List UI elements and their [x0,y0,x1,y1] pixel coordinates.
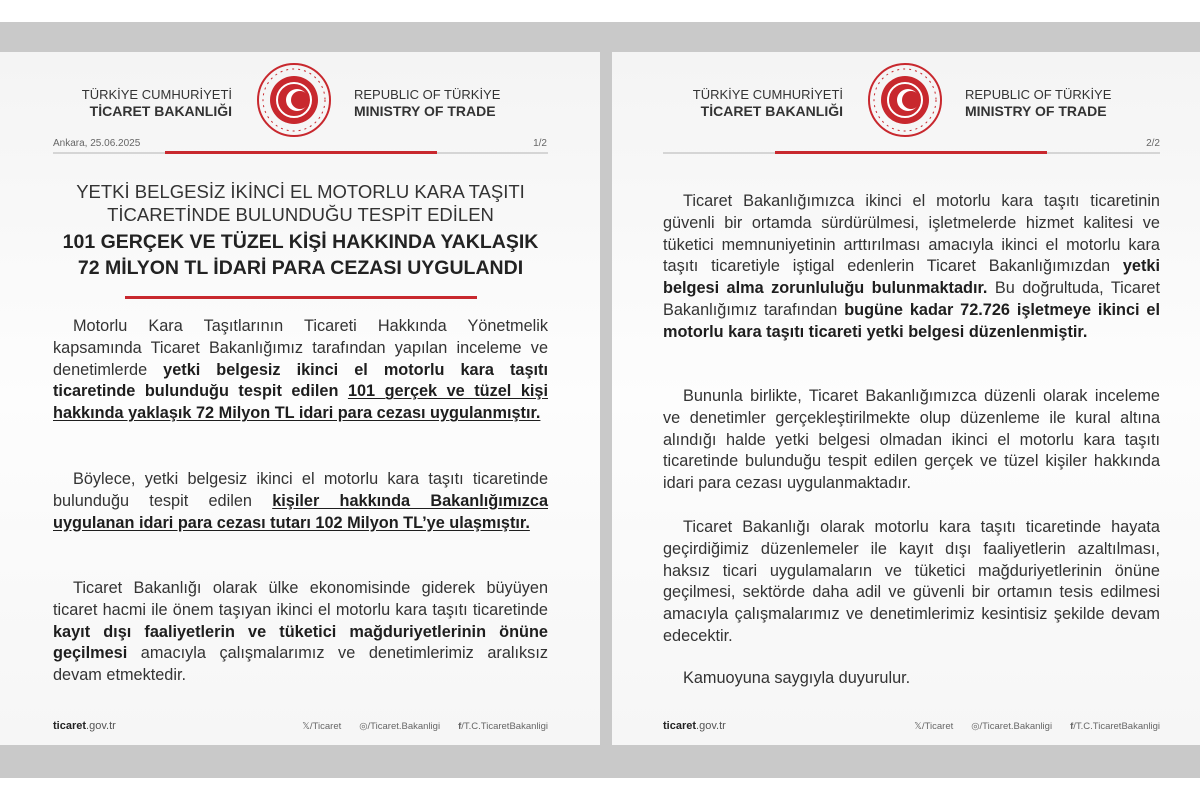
header-tr-line2: TİCARET BAKANLIĞI [89,103,232,119]
bold-underlined-text: 101 gerçek ve tüzel kişi hakkında yaklaşık 72 Milyon TL idari para cezası uygulanmıştır. [53,382,548,423]
paragraph [53,578,548,687]
header-tr-line1: TÜRKİYE CUMHURİYETİ [692,87,843,102]
header-tr-line1: TÜRKİYE CUMHURİYETİ [81,87,232,102]
header-red-rule [165,151,437,154]
page-2 [612,52,1200,745]
facebook-link[interactable]: f/T.C.TicaretBakanligi [1070,721,1160,732]
page-gap [600,52,612,745]
website-link[interactable]: ticaret.gov.tr [663,720,726,732]
title-line: TİCARETİNDE BULUNDUĞU TESPİT EDİLEN [107,204,494,225]
ministry-seal-logo [867,62,943,138]
page-number: 2/2 [1146,138,1160,149]
text: Ticaret Bakanlığımızca ikinci el motorlu kara taşıtı ticaretinin güvenli bir ortamda sürdürülmesi, işletmelerde hizmet kalitesi ve tüketici memnuniyetinin arttırılması amacıyla ikinci el motorlu kara taşıtı ticaretiyle iştigal edenlerin Ticaret Bakanlığımızdan [663,192,1160,276]
page-1 [0,52,600,745]
date: Ankara, 25.06.2025 [53,138,141,149]
x-icon: 𝕏 [914,721,922,732]
x-link[interactable]: 𝕏/Ticaret [302,721,342,732]
text: Motorlu Kara Taşıtlarının Ticareti Hakkında Yönetmelik kapsamında Ticaret Bakanlığımız tarafından yapılan inceleme ve denetimlerde [53,317,548,379]
header-tr-line2: TİCARET BAKANLIĞI [700,103,843,119]
x-link[interactable]: 𝕏/Ticaret [914,721,954,732]
text: Ticaret Bakanlığı olarak ülke ekonomisinde giderek büyüyen ticaret hacmi ile önem taşıyan ikinci el motorlu kara taşıtı ticaretinde [53,579,548,619]
bold-text: bugüne kadar 72.726 işletmeye ikinci el motorlu kara taşıtı ticareti yetki belgesi düzenlenmiştir. [663,300,1160,341]
website-link[interactable]: ticaret.gov.tr [53,720,116,732]
ministry-seal-logo [256,62,332,138]
page-number: 1/2 [533,138,547,149]
instagram-link[interactable]: ◎/Ticaret.Bakanligi [971,721,1053,732]
paragraph: Bununla birlikte, Ticaret Bakanlığımızca düzenli olarak inceleme ve denetimler gerçekleştirilmekte olup düzenleme ile kural altına alındığı halde yetki belgesi olmadan ikinci el motorlu kara taşıtı ticaretinde bulunduğu tespit edilen gerçek ve tüzel kişiler hakkında idari para cezası uygulanmaktadır. [663,387,1160,493]
title-line: YETKİ BELGESİZ İKİNCİ EL MOTORLU KARA TAŞITI [76,181,525,202]
title-line: 72 MİLYON TL İDARİ PARA CEZASI UYGULANDI [77,257,524,279]
header-turkish [693,87,843,120]
header-en-line2: MINISTRY OF TRADE [354,103,496,119]
bold-underlined-text: kişiler hakkında Bakanlığımızca uygulanan idari para cezası tutarı 102 Milyon TL’ye ulaşmıştır. [53,491,548,532]
header-english [965,87,1111,120]
header-en-line1: REPUBLIC OF TÜRKİYE [354,87,501,102]
paragraph [663,191,1160,344]
paragraph [53,316,548,425]
header-en-line2: MINISTRY OF TRADE [965,103,1107,119]
facebook-icon: f [1070,721,1074,732]
title-red-rule [125,296,477,299]
facebook-link[interactable]: f/T.C.TicaretBakanligi [458,721,548,732]
x-icon: 𝕏 [302,721,310,732]
text: Böylece, yetki belgesiz ikinci el motorlu kara taşıtı ticaretinde bulunduğu tespit edilen [53,470,548,510]
text: Bu doğrultuda, Ticaret Bakanlığımız tarafından [663,279,1160,319]
facebook-icon: f [458,721,462,732]
bold-text: yetki belgesi alma zorunluluğu bulunmaktadır. [663,257,1160,298]
instagram-link[interactable]: ◎/Ticaret.Bakanligi [359,721,441,732]
bold-text: yetki belgesiz ikinci el motorlu kara taşıtı ticaretinde bulunduğu tespit edilen [53,360,548,401]
page-title [53,180,548,281]
title-line: 101 GERÇEK VE TÜZEL KİŞİ HAKKINDA YAKLAŞIK [62,231,539,253]
social-links [914,721,1160,732]
header-en-line1: REPUBLIC OF TÜRKİYE [965,87,1112,102]
top-band [0,22,1200,52]
paragraph: Ticaret Bakanlığı olarak motorlu kara taşıtı ticaretinde hayata geçirdiğimiz düzenlemeler ile kayıt dışı faaliyetlerin azaltılması, haksız ticari uygulamaların ve tüketici mağduriyetlerinin önüne geçilmesi, sektörde daha adil ve güvenli bir ortamın tesis edilmesi amacıyla çalışmalarımız ve denetimlerimiz kesintisiz şekilde devam edecektir. [663,518,1160,645]
text: amacıyla çalışmalarımız ve denetimlerimiz aralıksız devam etmektedir. [53,644,548,685]
header-english [354,87,500,120]
header-red-rule [775,151,1047,154]
header-turkish [82,87,232,120]
paragraph [53,469,548,534]
social-links [302,721,548,732]
bottom-band [0,745,1200,778]
instagram-icon: ◎ [971,721,980,732]
instagram-icon: ◎ [359,721,368,732]
bold-text: kayıt dışı faaliyetlerin ve tüketici mağduriyetlerinin önüne geçilmesi [53,622,548,663]
closing-line: Kamuoyuna saygıyla duyurulur. [683,669,911,687]
